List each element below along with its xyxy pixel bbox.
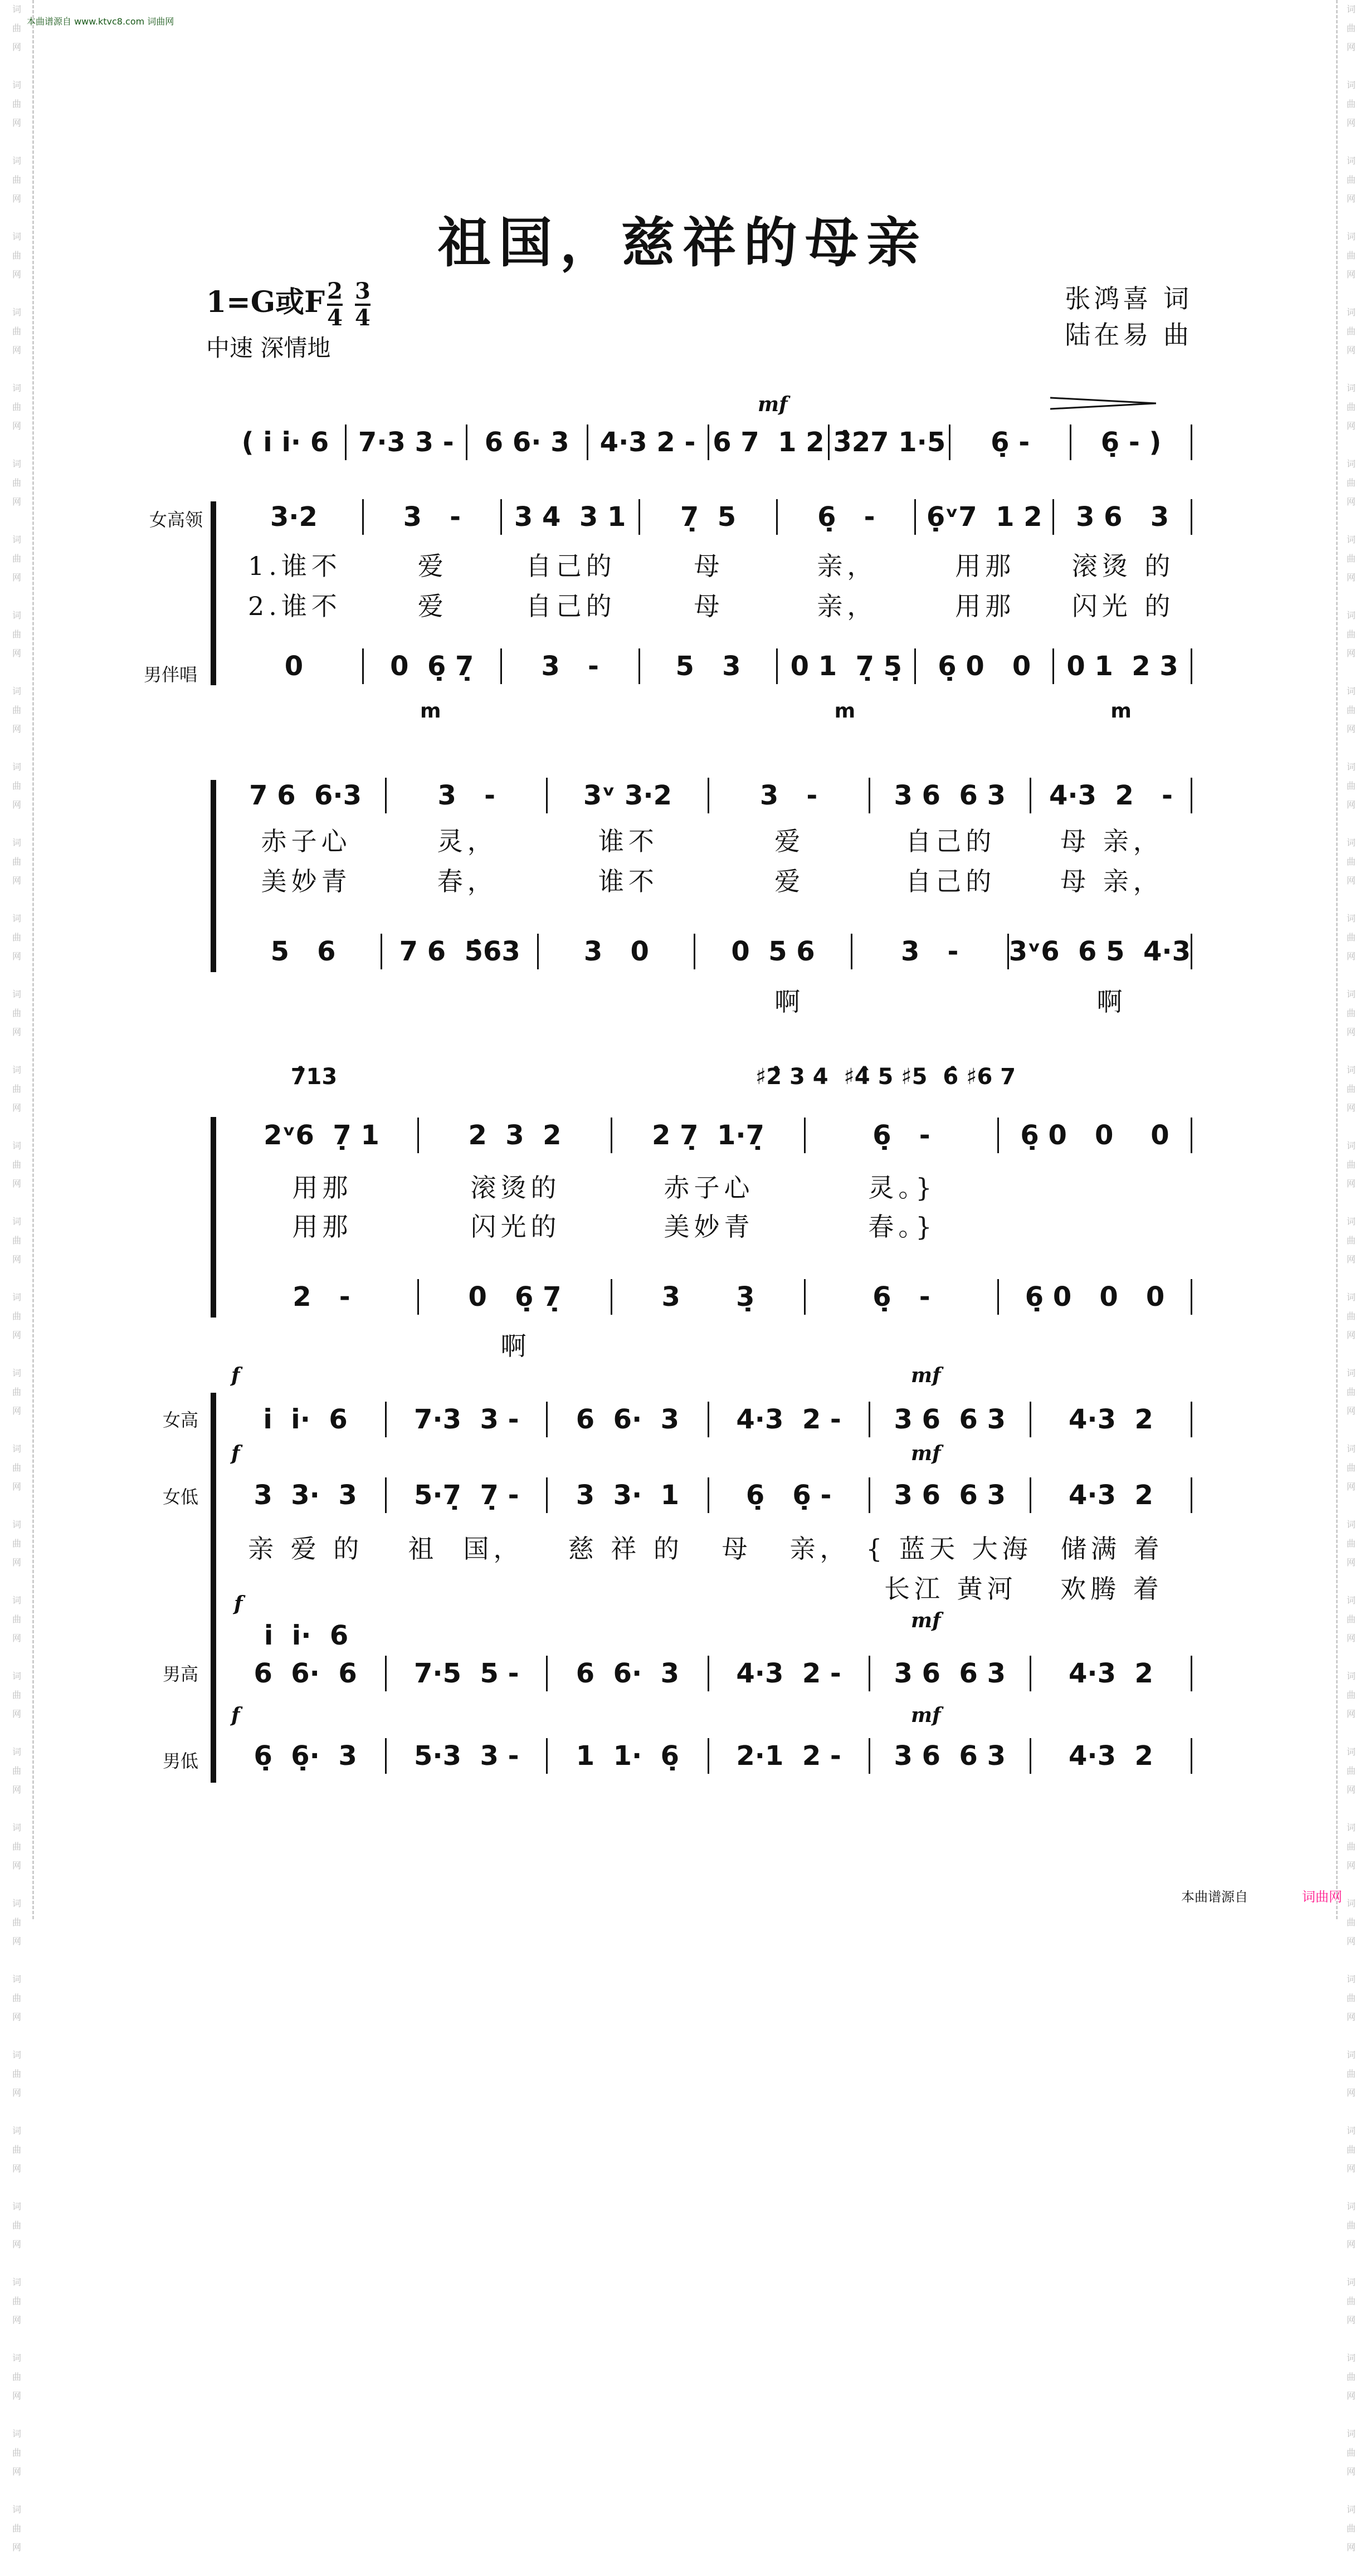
bass-row	[226, 1738, 1192, 1774]
footer-source: 本曲谱源自	[1181, 1889, 1248, 1905]
measure: 6̣ -	[778, 499, 916, 535]
measure: 0 6̣ 7̣	[364, 648, 502, 684]
lyric-segment	[612, 1326, 806, 1363]
measure: 5 6	[226, 934, 382, 969]
measure: 3·2	[226, 499, 364, 535]
lyric-segment: 长江 黄河	[884, 1574, 1017, 1604]
tenor-divisi-row	[226, 1618, 1192, 1653]
measure: 4·3 2	[1031, 1738, 1192, 1774]
dynamic-mf: mf	[911, 1364, 941, 1387]
measure: 3̂27 1·5	[830, 425, 950, 460]
measure: 3 6 6 3	[870, 778, 1031, 813]
song-title: 祖国，慈祥的母亲	[437, 211, 928, 274]
time-num: 3	[355, 279, 370, 306]
lyric-segment: m	[1110, 700, 1136, 723]
lyric-row	[226, 1569, 1192, 1606]
lyric-segment: 用那	[292, 1212, 353, 1242]
measure: 7̣ 5	[640, 499, 778, 535]
vocalise-row	[226, 982, 1192, 1018]
measure: 0 6̣ 7̣	[419, 1279, 612, 1315]
system-bracket	[211, 780, 216, 972]
measure: 3ᵛ6 6 5 4·3	[1009, 934, 1192, 969]
measure	[402, 1062, 579, 1092]
lyric-segment: 爱	[417, 591, 448, 621]
measure: i̇ i̇· 6	[226, 1402, 387, 1437]
measure: 6̣ -	[950, 425, 1071, 460]
lyric-segment: 美妙青	[664, 1212, 754, 1242]
lyric-segment: 啊	[500, 1331, 531, 1361]
footer-site-link[interactable]: 词曲网	[1302, 1889, 1342, 1905]
measure: 6̣ 0 0	[916, 648, 1054, 684]
lyric-segment: 母 亲，	[1060, 866, 1163, 896]
measure: 3 -	[709, 778, 870, 813]
measure: 0 5 6	[695, 934, 852, 969]
lyric-segment: 慈 祥 的	[568, 1534, 684, 1564]
watermark-side-text-left: 词 曲 网 词 曲 网 词 曲 网 词 曲 网 词 曲 网 词 曲 网 词 曲 网 词 曲 网 词 曲 网 词 曲 网 词 曲 网 词 曲 网 词 曲 网 词 曲 网 词 曲 网 词 曲 网 词 曲 网 词 曲 网 词 曲 网 词 曲 网 词 曲 网 词 曲 网 词 曲 网 词 曲 网 词 曲 网 词 曲 网 词 曲 网 词 曲 网 词 曲 网 词 曲 网 词 曲 网 词 曲 网 词 曲 网 词 曲 网	[12, 4, 21, 2553]
lyric-segment	[548, 982, 709, 1018]
lyric-segment: 灵。}	[868, 1173, 937, 1203]
lyric-segment: 赤子心	[261, 826, 352, 856]
lyric-segment: 储满 着	[1061, 1534, 1164, 1564]
lyric-segment	[870, 982, 1031, 1018]
measure: 0 1 7̣ 5̣	[778, 648, 916, 684]
measure: 4·3 2	[1031, 1477, 1192, 1513]
time-signature-1	[327, 279, 343, 330]
lyric-segment: 自己的	[525, 551, 616, 581]
part-label-male-backing: 男伴唱	[144, 664, 198, 685]
lyric-segment: 用那	[292, 1173, 353, 1203]
part-label-bass: 男低	[163, 1750, 199, 1772]
lyric-segment: 1.谁不	[247, 551, 342, 581]
lyric-segment: 亲，	[817, 551, 878, 581]
measure: 3ᵛ 3·2	[548, 778, 709, 813]
measure: 7 6 6·3	[226, 778, 387, 813]
lyric-segment: 闪光的	[470, 1212, 561, 1242]
lyric-segment: 谁不	[598, 866, 659, 896]
measure: 3 3· 1	[548, 1477, 709, 1513]
measure: 2 3 2	[419, 1118, 612, 1153]
measure: 4·3 2 -	[588, 425, 709, 460]
measure: 7·3 3 -	[347, 425, 467, 460]
dynamic-f: f	[234, 1592, 243, 1616]
key-signature	[206, 279, 370, 330]
lyric-segment: 闪光 的	[1071, 591, 1175, 621]
measure: 6̣ -	[806, 1118, 999, 1153]
lyric-segment	[709, 1569, 870, 1606]
lyric-segment	[226, 982, 387, 1018]
lyric-row	[226, 1168, 1192, 1204]
measure	[1031, 1618, 1192, 1653]
measure: 6 6· 6	[226, 1656, 387, 1691]
lyric-segment	[806, 1326, 999, 1363]
measure: 0	[226, 648, 364, 684]
system-bracket	[211, 1117, 216, 1318]
lyric-segment: 滚烫 的	[1071, 551, 1175, 581]
measure: 5·7̣ 7̣ -	[387, 1477, 548, 1513]
measure: 2ᵛ6 7̣ 1	[226, 1118, 419, 1153]
measure: 6 6· 3	[467, 425, 588, 460]
lyric-segment	[226, 700, 364, 723]
measure: 2·1 2 -	[709, 1738, 870, 1774]
lyric-segment: m	[834, 700, 860, 723]
lyric-segment: 欢腾 着	[1060, 1574, 1163, 1604]
time-den: 4	[355, 304, 370, 331]
measure: ( i̇ i̇· 6	[226, 425, 347, 460]
measure: 3 3̣	[612, 1279, 806, 1315]
dynamic-mf: mf	[911, 1442, 941, 1465]
male-row	[226, 648, 1192, 684]
alto-row	[226, 1477, 1192, 1513]
measure: 6̣ᵛ7 1 2	[916, 499, 1054, 535]
measure	[1016, 1062, 1192, 1092]
dynamic-f: f	[231, 1704, 240, 1727]
measure: 6̣ 6̣ -	[709, 1477, 870, 1513]
lyric-segment: 母	[694, 551, 724, 581]
dynamic-mf: mf	[758, 393, 788, 416]
measure: 3 6 6 3	[870, 1402, 1031, 1437]
composer-credit: 陆在易 曲	[1065, 320, 1192, 350]
measure: 6 6· 3	[548, 1402, 709, 1437]
measure: 3 -	[852, 934, 1009, 969]
measure: 3 6 6 3	[870, 1656, 1031, 1691]
system-bracket	[211, 501, 216, 685]
measure: 7·5 5 -	[387, 1656, 548, 1691]
lyric-segment: 2.谁不	[247, 591, 342, 621]
lyric-segment	[999, 1207, 1192, 1243]
measure	[387, 1618, 548, 1653]
lyric-segment	[999, 1326, 1192, 1363]
dynamic-mf: mf	[911, 1609, 941, 1632]
measure: 3 -	[387, 778, 548, 813]
lyric-segment: 亲，	[817, 591, 878, 621]
vocalise-row	[226, 1326, 1192, 1363]
watermark-margin-line	[1336, 0, 1338, 1919]
lyric-segment	[916, 700, 1054, 723]
lyric-segment: 春。}	[868, 1212, 937, 1242]
lyric-segment: 春，	[437, 866, 498, 896]
dynamic-f: f	[231, 1442, 240, 1465]
measure: 6 6· 3	[548, 1656, 709, 1691]
measure: 6̣ 0 0 0	[999, 1279, 1192, 1315]
measure: 2 7̣ 1·7̣	[612, 1118, 806, 1153]
lyric-segment	[226, 1569, 387, 1606]
time-num: 2	[327, 279, 343, 306]
lyric-segment: 亲 爱 的	[248, 1534, 364, 1564]
measure: 3 6 6 3	[870, 1477, 1031, 1513]
lyric-segment: 用那	[955, 591, 1016, 621]
lyric-row	[226, 1529, 1192, 1565]
tempo-marking: 中速 深情地	[206, 334, 331, 362]
measure: 3 3· 3	[226, 1477, 387, 1513]
lyric-segment: 爱	[417, 551, 448, 581]
measure: 4·3 2 -	[1031, 778, 1192, 813]
watermark-margin-line	[32, 0, 34, 1919]
measure: 3 -	[364, 499, 502, 535]
lyric-row	[226, 821, 1192, 858]
lyric-row	[226, 586, 1192, 623]
lyric-segment: 谁不	[598, 826, 659, 856]
key-text: 1=G或F	[206, 285, 325, 319]
lyric-segment: 啊	[1096, 987, 1127, 1017]
system-bracket	[211, 1393, 216, 1783]
male-row	[226, 1279, 1192, 1315]
lyric-segment	[387, 982, 548, 1018]
lyric-segment: 美妙青	[261, 866, 352, 896]
hum-row	[226, 700, 1192, 723]
lyric-row	[226, 861, 1192, 898]
lyric-row	[226, 546, 1192, 583]
lyric-segment	[387, 1569, 548, 1606]
soprano-row	[226, 1402, 1192, 1437]
measure: 6 7 1 2	[709, 425, 830, 460]
measure: 6̣ 6̣· 3	[226, 1738, 387, 1774]
measure: 5·3 3 -	[387, 1738, 548, 1774]
dynamic-mf: mf	[911, 1704, 941, 1727]
measure: 6̣ -	[806, 1279, 999, 1315]
decrescendo-hairpin	[1050, 397, 1156, 410]
intro-row	[226, 425, 1192, 460]
measure: 3 0	[539, 934, 695, 969]
lyric-segment: 母	[694, 591, 724, 621]
measure: 7̂13	[290, 1064, 338, 1090]
lyric-segment: 灵，	[437, 826, 498, 856]
lyric-segment: 滚烫的	[470, 1173, 561, 1203]
part-label-lead: 女高领	[149, 509, 203, 530]
measure: 3 6 3	[1054, 499, 1192, 535]
time-den: 4	[327, 304, 343, 331]
time-signature-2	[355, 279, 370, 330]
lyric-segment: 母 亲，	[1060, 826, 1163, 856]
lyric-segment: 自己的	[525, 591, 616, 621]
measure	[870, 1618, 1031, 1653]
part-label-tenor: 男高	[163, 1663, 199, 1685]
tenor-row	[226, 1656, 1192, 1691]
measure: 2 -	[226, 1279, 419, 1315]
source-link-top[interactable]: 本曲谱源自 www.ktvc8.com 词曲网	[27, 16, 174, 27]
measure: 3 -	[502, 648, 640, 684]
lyric-segment	[548, 1569, 709, 1606]
lyric-segment: 啊	[774, 987, 805, 1017]
measure: 6̣ 0 0 0	[999, 1118, 1192, 1153]
lyric-segment: 赤子心	[664, 1173, 754, 1203]
measure: 1 1· 6̣	[548, 1738, 709, 1774]
measure: 3 6 6 3	[870, 1738, 1031, 1774]
male-row	[226, 934, 1192, 969]
measure: 5 3	[640, 648, 778, 684]
measure: 4·3 2 -	[709, 1402, 870, 1437]
lyric-segment	[999, 1168, 1192, 1204]
lyricist-credit: 张鸿喜 词	[1065, 284, 1192, 314]
measure	[548, 1618, 709, 1653]
part-label-soprano: 女高	[163, 1409, 199, 1431]
lyric-segment: m	[420, 700, 446, 723]
lead-row	[226, 778, 1192, 813]
watermark-side-text-right: 词 曲 网 词 曲 网 词 曲 网 词 曲 网 词 曲 网 词 曲 网 词 曲 网 词 曲 网 词 曲 网 词 曲 网 词 曲 网 词 曲 网 词 曲 网 词 曲 网 词 曲 网 词 曲 网 词 曲 网 词 曲 网 词 曲 网 词 曲 网 词 曲 网 词 曲 网 词 曲 网 词 曲 网 词 曲 网 词 曲 网 词 曲 网 词 曲 网 词 曲 网 词 曲 网 词 曲 网 词 曲 网 词 曲 网 词 曲 网	[1346, 4, 1356, 2553]
dynamic-f: f	[231, 1364, 240, 1387]
measure: 4·3 2	[1031, 1656, 1192, 1691]
lyric-segment: 爱	[774, 826, 805, 856]
measure: 7 6 5̂63	[382, 934, 539, 969]
lyric-segment: 祖 国，	[408, 1534, 524, 1564]
measure: 4·3 2	[1031, 1402, 1192, 1437]
measure: i̇ i̇· 6	[264, 1620, 349, 1651]
measure: 6̣ - )	[1071, 425, 1192, 460]
measure: 0 1 2 3	[1054, 648, 1192, 684]
lyric-row	[226, 1207, 1192, 1243]
lyric-segment: 爱	[774, 866, 805, 896]
measure: 7·3 3 -	[387, 1402, 548, 1437]
lead-row	[226, 1118, 1192, 1153]
lyric-segment	[502, 700, 640, 723]
lyric-segment: 自己的	[905, 866, 996, 896]
part-label-alto: 女低	[163, 1486, 199, 1507]
measure	[579, 1062, 755, 1092]
lead-row	[226, 499, 1192, 535]
measure: 4·3 2 -	[709, 1656, 870, 1691]
measure: 3 4 3 1	[502, 499, 640, 535]
lyric-segment: 自己的	[905, 826, 996, 856]
lyric-segment	[640, 700, 778, 723]
ossia-triplets	[226, 1062, 1192, 1092]
lyric-segment: { 蓝天 大海	[866, 1534, 1032, 1564]
lyric-segment: 母 亲，	[722, 1534, 850, 1564]
lyric-segment	[226, 1326, 419, 1363]
measure	[709, 1618, 870, 1653]
measure: ♯2̂ 3 4 ♯4̂ 5 ♯5 6̂ ♯6 7	[755, 1064, 1016, 1090]
lyric-segment: 用那	[955, 551, 1016, 581]
